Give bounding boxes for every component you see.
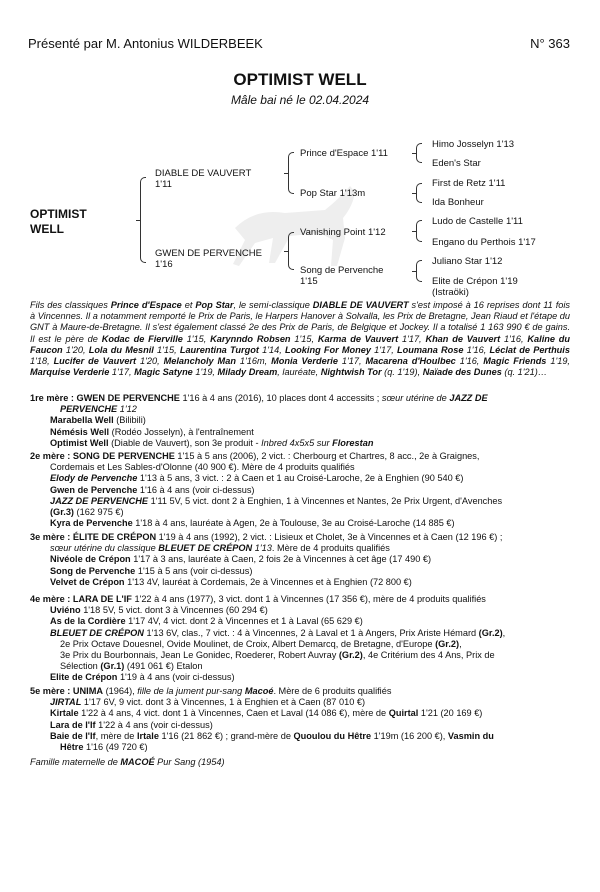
family-line bbox=[30, 708, 570, 719]
pedigree-horse-name-1: OPTIMIST bbox=[30, 207, 87, 221]
text-run: Marquise Verderie bbox=[30, 367, 110, 378]
text-run: Looking For Money bbox=[284, 344, 371, 355]
family-section bbox=[30, 451, 570, 529]
brace-dam bbox=[288, 232, 294, 270]
text-run: (491 061 €) Etalon bbox=[124, 661, 203, 672]
text-run: 1'19, bbox=[546, 356, 570, 367]
text-run: Quoulou du Hêtre bbox=[293, 730, 372, 741]
text-run: Kyra de Pervenche bbox=[50, 518, 133, 529]
family-line bbox=[30, 616, 570, 627]
text-run: Kodac de Fierville bbox=[101, 333, 183, 344]
dam-dam-record: 1'15 bbox=[300, 276, 318, 287]
text-run: 3e Prix du Bourbonnais, Jean Le Gonidec, Roederer, Robert Auvray bbox=[60, 650, 339, 661]
text-run: e bbox=[253, 322, 259, 333]
text-run: , bbox=[502, 627, 506, 638]
text-run: 1'16 (49 720 €) bbox=[83, 742, 148, 753]
text-run: Pop Star bbox=[195, 300, 234, 310]
family-line bbox=[30, 686, 570, 697]
text-run: des Prix de Paris, de Belgique et Jockey. Il a totalisé 1 163 990 € de gains. Il est le père de bbox=[30, 322, 570, 344]
text-run: Léclat de Perthuis bbox=[489, 344, 570, 355]
g3-ancestor: Eden's Star bbox=[432, 158, 481, 169]
text-run: MACOÉ bbox=[120, 757, 155, 767]
text-run: Karma de Vauvert bbox=[317, 333, 399, 344]
text-run: 1'16 à 4 ans (voir ci-dessus) bbox=[137, 484, 255, 495]
family-line bbox=[30, 496, 570, 507]
text-run: (Bilibili) bbox=[113, 415, 146, 426]
family-line bbox=[30, 543, 570, 554]
text-run: PERVENCHE bbox=[60, 404, 118, 415]
text-run: (Gr.2) bbox=[435, 638, 460, 649]
family-section bbox=[30, 594, 570, 684]
family-line bbox=[30, 577, 570, 588]
text-run: Inbred 4x5x5 sur bbox=[261, 437, 333, 448]
text-run: 2e Prix Octave Douesnel, Ovide Moulinet, de Croix, Albert Demarcq, de Bretagne, d'Europe bbox=[60, 638, 436, 649]
text-run: fille de la jument pur-sang bbox=[137, 686, 245, 696]
dam-dam-name: Song de Pervenche bbox=[300, 265, 384, 276]
brace-sire bbox=[288, 152, 294, 194]
text-run: Hêtre bbox=[60, 742, 84, 753]
g3-ancestor: Juliano Star 1'12 bbox=[432, 256, 503, 267]
text-run: 1'17, bbox=[337, 356, 366, 367]
lot-number: N° 363 bbox=[530, 36, 570, 51]
text-run: 1'13 à 5 ans, 3 vict. : 2 à Caen et 1 au Croisé-Laroche, 2e à Enghien (90 540 €) bbox=[137, 473, 464, 484]
brace-g3-4 bbox=[416, 260, 422, 282]
text-run: Khan de Vauvert bbox=[425, 333, 501, 344]
family-section bbox=[30, 757, 570, 768]
text-run: 4e mère : LARA DE L'IF bbox=[30, 594, 132, 604]
text-run: 1'12 bbox=[117, 404, 137, 415]
family-section bbox=[30, 393, 570, 449]
text-run: 1'20, bbox=[136, 356, 164, 367]
text-run: 1'19 à 4 ans (voir ci-dessus) bbox=[117, 672, 235, 683]
text-run: (Rodéo Josselyn), à l'entraînement bbox=[109, 426, 254, 437]
g3-ancestor: Engano du Perthois 1'17 bbox=[432, 237, 536, 248]
text-run: 1'22 à 4 ans (voir ci-dessus) bbox=[95, 719, 213, 730]
text-run: Sélection bbox=[60, 661, 101, 672]
family-line bbox=[30, 757, 570, 768]
text-run: (q. 1'19), bbox=[381, 367, 423, 378]
text-run: 1'17 6V, 9 vict. dont 3 à Vincennes, 1 à Enghien et à Caen (87 010 €) bbox=[81, 697, 366, 708]
text-run: 1'18 à 4 ans, lauréate à Agen, 2e à Toulouse, 3e au Croisé-Laroche (14 885 €) bbox=[132, 518, 455, 529]
text-run: 1'16, bbox=[500, 333, 528, 344]
text-run: Marabella Well bbox=[50, 415, 114, 426]
text-run: Gwen de Pervenche bbox=[50, 484, 138, 495]
text-run: Milady Dream bbox=[217, 367, 278, 378]
family-line bbox=[30, 404, 570, 415]
text-run: JAZZ DE bbox=[449, 393, 488, 403]
text-run: (Gr.2) bbox=[338, 650, 363, 661]
text-run: 1'13 6V, clas., 7 vict. : 4 à Vincennes, 2 à Laval et 1 à Angers, Prix Ariste Hémard bbox=[143, 627, 479, 638]
text-run: Elody de Pervenche bbox=[50, 473, 138, 484]
family-section bbox=[30, 686, 570, 753]
text-run: , lauréate, bbox=[277, 367, 321, 378]
text-run: 1'15, bbox=[153, 344, 180, 355]
text-run: et bbox=[181, 300, 196, 310]
text-run: 1'18, bbox=[30, 356, 54, 367]
g3-ancestor: (Istraöki) bbox=[432, 287, 469, 298]
sire-description bbox=[30, 300, 570, 378]
text-run: 3e mère : ÉLITE DE CRÉPON bbox=[30, 532, 157, 542]
text-run: Elite de Crépon bbox=[50, 672, 118, 683]
text-run: Lucifer de Vauvert bbox=[53, 356, 137, 367]
text-run: (Diable de Vauvert), son 3e produit - bbox=[108, 437, 262, 448]
text-run: Loumana Rose bbox=[397, 344, 464, 355]
text-run: 2e mère : SONG DE PERVENCHE bbox=[30, 451, 175, 461]
text-run: 1'16 (21 862 €) ; grand-mère de bbox=[158, 730, 294, 741]
dam-name: GWEN DE PERVENCHE bbox=[155, 248, 262, 259]
text-run: Florestan bbox=[332, 437, 374, 448]
text-run: JIRTAL bbox=[50, 697, 82, 708]
brace-gen1 bbox=[140, 177, 146, 263]
text-run: 1'22 à 4 ans, 4 vict. dont 1 à Vincennes, Caen et Laval (14 086 €), mère de bbox=[78, 708, 389, 719]
text-run: 1'18 5V, 5 vict. dont 3 à Vincennes (60 294 €) bbox=[80, 605, 268, 616]
family-line bbox=[30, 594, 570, 605]
family-line bbox=[30, 462, 570, 473]
pedigree-horse-name-2: WELL bbox=[30, 222, 64, 236]
text-run: 1'17 4V, 4 vict. dont 2 à Vincennes et 1 à Laval (65 629 €) bbox=[125, 616, 363, 627]
text-run: , 4e Critérium des 4 Ans, Prix de bbox=[362, 650, 495, 661]
text-run: Irtale bbox=[136, 730, 159, 741]
horse-subtitle: Mâle bai né le 02.04.2024 bbox=[230, 93, 370, 107]
family-line bbox=[30, 605, 570, 616]
sire-name: DIABLE DE VAUVERT bbox=[155, 168, 252, 179]
sire-sire: Prince d'Espace 1'11 bbox=[300, 148, 388, 159]
horse-title: OPTIMIST WELL bbox=[233, 70, 367, 89]
text-run: 1'22 à 4 ans (1977), 3 vict. dont 1 à Vincennes (17 356 €), mère de 4 produits qualifiés bbox=[131, 594, 486, 604]
text-run: 1'16, bbox=[463, 344, 490, 355]
text-run: Lara de l'If bbox=[50, 719, 96, 730]
text-run: Nivéole de Crépon bbox=[50, 554, 131, 565]
family-line bbox=[30, 532, 570, 543]
text-run: (1964), bbox=[103, 686, 138, 696]
text-run: 1'17 à 3 ans, lauréate à Caen, 2 fois 2e à Vincennes à cet âge (17 490 €) bbox=[130, 554, 432, 565]
text-run: 1'15 à 5 ans (voir ci-dessus) bbox=[135, 565, 253, 576]
text-run: 1'14, bbox=[258, 344, 285, 355]
text-run: JAZZ DE PERVENCHE bbox=[50, 495, 149, 506]
text-run: Monia Verderie bbox=[271, 356, 338, 367]
text-run: (Gr.2) bbox=[478, 627, 503, 638]
text-run: 1'19m (16 200 €), bbox=[371, 730, 448, 741]
brace-g3-2 bbox=[416, 183, 422, 203]
family-line bbox=[30, 650, 570, 661]
horse-silhouette-icon bbox=[215, 168, 375, 278]
text-run: Macarena d'Houlbec bbox=[365, 356, 456, 367]
family-line bbox=[30, 393, 570, 404]
text-run: Vasmin du bbox=[447, 730, 494, 741]
family-line bbox=[30, 554, 570, 565]
family-line bbox=[30, 720, 570, 731]
text-run: 1'19 à 4 ans (1992), 2 vict. : Lisieux et Cholet, 3e à Vincennes et à Caen (12 196 €) ; bbox=[156, 532, 503, 542]
text-run: Melancholy Man bbox=[163, 356, 236, 367]
family-line bbox=[30, 628, 570, 639]
text-run: Velvet de Crépon bbox=[50, 576, 125, 587]
text-run: Magic Friends bbox=[483, 356, 547, 367]
sire-dam: Pop Star 1'13m bbox=[300, 188, 366, 199]
text-run: Kirtale bbox=[50, 708, 79, 719]
g3-ancestor: Ludo de Castelle 1'11 bbox=[432, 216, 523, 227]
text-run: 1'17, bbox=[109, 367, 135, 378]
text-run: , le semi-classique bbox=[233, 300, 313, 310]
text-run: 1'19, bbox=[192, 367, 218, 378]
text-run: Kaline du Faucon bbox=[30, 333, 571, 355]
family-line bbox=[30, 438, 570, 449]
text-run: (Gr.3) bbox=[50, 507, 74, 518]
g3-ancestor: First de Retz 1'11 bbox=[432, 178, 506, 189]
text-run: 1'21 (20 169 €) bbox=[418, 708, 483, 719]
text-run: BLEUET DE CRÉPON bbox=[50, 627, 144, 638]
text-run: 1'11 5V, 5 vict. dont 2 à Enghien, 1 à Vincennes et Nantes, 2e Prix Urgent, d'Avenches bbox=[148, 495, 503, 506]
text-run: (Gr.1) bbox=[100, 661, 125, 672]
text-run: DIABLE DE VAUVERT bbox=[312, 300, 409, 310]
text-run: Optimist Well bbox=[50, 437, 109, 448]
family-line bbox=[30, 473, 570, 484]
g3-ancestor: Elite de Crépon 1'19 bbox=[432, 276, 518, 287]
text-run: Famille maternelle de bbox=[30, 757, 121, 767]
family-line bbox=[30, 451, 570, 462]
text-run: Naïade des Dunes bbox=[422, 367, 502, 378]
family-line bbox=[30, 507, 570, 518]
family-line bbox=[30, 518, 570, 529]
text-run: As de la Cordière bbox=[50, 616, 126, 627]
family-line bbox=[30, 731, 570, 742]
g3-ancestor: Ida Bonheur bbox=[432, 197, 484, 208]
brace-g3-1 bbox=[416, 143, 422, 163]
text-run: sœur utérine de bbox=[381, 393, 450, 403]
text-run: Cordemais et Les Sables-d'Olonne (40 900 €). Mère de 4 produits qualifiés bbox=[50, 462, 355, 473]
text-run: (q. 1'21)… bbox=[501, 367, 548, 378]
text-run: 1'16, bbox=[455, 356, 484, 367]
family-line bbox=[30, 661, 570, 672]
text-run: s'est imposé à 16 reprises dont 11 fois à Vincennes. Il a notamment remporté le Prix de Paris, le Harpers Hanover à Solvalla, les Prix de Bretagne, Jean Riaud et l'étape du GNT à Maure-de-Bretagne. Il s'est également classé 2 bbox=[30, 300, 570, 333]
family-line bbox=[30, 485, 570, 496]
text-run: 1'15, bbox=[182, 333, 211, 344]
family-line bbox=[30, 415, 570, 426]
text-run: . Mère de 6 produits qualifiés bbox=[273, 686, 392, 696]
g3-ancestor: Himo Josselyn 1'13 bbox=[432, 139, 515, 150]
text-run: Prince d'Espace bbox=[110, 300, 182, 310]
text-run: 1re mère : GWEN DE PERVENCHE bbox=[30, 393, 180, 403]
text-run: Lola du Mesnil bbox=[88, 344, 154, 355]
text-run: Song de Pervenche bbox=[50, 565, 136, 576]
text-run: Pur Sang (1954) bbox=[154, 757, 225, 767]
text-run: 1'20, bbox=[62, 344, 89, 355]
text-run: 1'13 4V, lauréat à Cordemais, 2e à Vincennes et à Enghien (72 800 €) bbox=[124, 576, 412, 587]
text-run: 1'17, bbox=[398, 333, 426, 344]
dam-sire: Vanishing Point 1'12 bbox=[300, 227, 386, 238]
text-run: Nightwish Tor bbox=[320, 367, 382, 378]
family-line bbox=[30, 672, 570, 683]
text-run: 1'16 à 4 ans (2016), 10 places dont 4 accessits ; bbox=[179, 393, 382, 403]
text-run: 1'16m, bbox=[235, 356, 272, 367]
text-run: 1'17, bbox=[370, 344, 397, 355]
text-run: 1'15 à 5 ans (2006), 2 vict. : Cherbourg et Chartres, 8 acc., 2e à Graignes, bbox=[174, 451, 480, 461]
text-run: Laurentina Turgot bbox=[179, 344, 259, 355]
text-run: , bbox=[459, 638, 462, 649]
text-run: (162 975 €) bbox=[74, 507, 124, 518]
text-run: 5e mère : UNIMA bbox=[30, 686, 104, 696]
presenter-text: Présenté par M. Antonius WILDERBEEK bbox=[28, 36, 263, 51]
text-run: 1'13 bbox=[252, 543, 272, 554]
text-run: . Mère de 4 produits qualifiés bbox=[271, 543, 390, 554]
family-line bbox=[30, 427, 570, 438]
text-run: sœur utérine du classique bbox=[50, 543, 159, 554]
text-run: Macoé bbox=[244, 686, 274, 696]
text-run: BLEUET DE CRÉPON bbox=[158, 543, 253, 554]
brace-g3-3 bbox=[416, 220, 422, 242]
sire-record: 1'11 bbox=[155, 179, 172, 190]
family-line bbox=[30, 566, 570, 577]
dam-record: 1'16 bbox=[155, 259, 173, 270]
text-run: Fils des classiques bbox=[30, 300, 111, 310]
family-line bbox=[30, 742, 570, 753]
family-section bbox=[30, 532, 570, 588]
family-line bbox=[30, 639, 570, 650]
text-run: 1'15, bbox=[290, 333, 318, 344]
text-run: Baie de l'If bbox=[50, 730, 96, 741]
text-run: Uviéno bbox=[50, 605, 81, 616]
text-run: Némésis Well bbox=[50, 426, 110, 437]
text-run: Magic Satyne bbox=[134, 367, 193, 378]
text-run: Karynndo Robsen bbox=[210, 333, 291, 344]
text-run: , mère de bbox=[95, 730, 137, 741]
text-run: Quirtal bbox=[388, 708, 419, 719]
family-line bbox=[30, 697, 570, 708]
